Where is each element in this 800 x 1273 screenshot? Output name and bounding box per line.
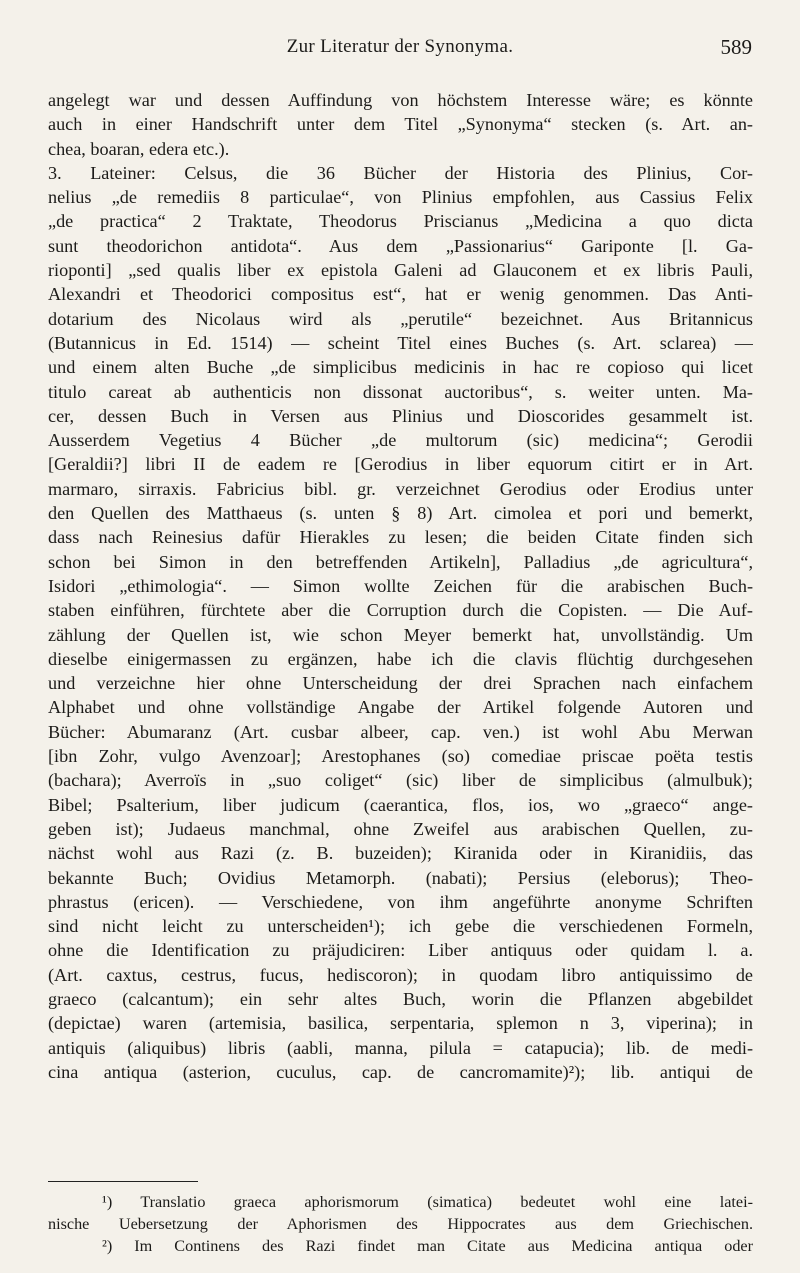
page-header <box>0 36 800 62</box>
text-line: Bücher: Abumaranz (Art. cusbar albeer, cap. ven.) ist wohl Abu Merwan <box>48 721 753 742</box>
text-line: phrastus (ericen). — Verschiedene, von ihm angeführte anonyme Schriften <box>48 891 753 912</box>
text-line: marmaro, sirraxis. Fabricius bibl. gr. verzeichnet Gerodius oder Erodius unter <box>48 478 753 499</box>
text-line: dass nach Reinesius dafür Hierakles zu lesen; die beiden Citate finden sich <box>48 527 753 548</box>
footnote-line: ¹) Translatio graeca aphorismorum (simatica) bedeutet wohl eine latei- <box>102 1193 753 1211</box>
footnote-rule <box>48 1181 198 1182</box>
text-line: [Geraldii?] libri II de eadem re [Gerodius in liber equorum citirt er in Art. <box>48 454 753 475</box>
text-line: graeco (calcantum); ein sehr altes Buch, worin die Pflanzen abgebildet <box>48 988 753 1009</box>
text-line: (Art. caxtus, cestrus, fucus, hediscoron); in quodam libro antiquissimo de <box>48 964 753 985</box>
text-line: Isidori „ethimologia“. — Simon wollte Zeichen für die arabischen Buch- <box>48 575 753 596</box>
text-line: rioponti] „sed qualis liber ex epistola Galeni ad Glauconem et ex libris Pauli, <box>48 260 753 281</box>
text-line: cina antiqua (asterion, cuculus, cap. de cancromamite)²); lib. antiqui de <box>48 1061 753 1082</box>
text-line: 3. Lateiner: Celsus, die 36 Bücher der Historia des Plinius, Cor- <box>48 162 753 183</box>
text-line: zählung der Quellen ist, wie schon Meyer bemerkt hat, unvollständig. Um <box>48 624 753 645</box>
text-line: geben ist); Judaeus manchmal, ohne Zweifel aus arabischen Quellen, zu- <box>48 818 753 839</box>
footnote-line: nische Uebersetzung der Aphorismen des Hippocrates aus dem Griechischen. <box>48 1215 753 1233</box>
text-line: [ibn Zohr, vulgo Avenzoar]; Arestophanes (so) comediae priscae poëta testis <box>48 746 753 767</box>
running-title: Zur Literatur der Synonyma. <box>286 36 514 57</box>
text-line: Bibel; Psalterium, liber judicum (caerantica, flos, ios, wo „graeco“ ange- <box>48 794 753 815</box>
text-line: auch in einer Handschrift unter dem Titel „Synonyma“ stecken (s. Art. an- <box>48 114 753 135</box>
text-line: nächst wohl aus Razi (z. B. buzeiden); Kiranida oder in Kiranidiis, das <box>48 843 753 864</box>
text-line: titulo careat ab authenticis non dissonat auctoribus“, s. weiter unten. Ma- <box>48 381 753 402</box>
text-line: ohne die Identification zu präjudiciren: Liber antiquus oder quidam l. a. <box>48 940 753 961</box>
text-line: sunt theodorichon antidota“. Aus dem „Passionarius“ Gariponte [l. Ga- <box>48 235 753 256</box>
text-line: dotarium des Nicolaus wird als „perutile“ bezeichnet. Aus Britannicus <box>48 308 753 329</box>
text-line: „de practica“ 2 Traktate, Theodorus Priscianus „Medicina a quo dicta <box>48 211 753 232</box>
text-line: den Quellen des Matthaeus (s. unten § 8) Art. cimolea et pori und bemerkt, <box>48 503 753 524</box>
text-line: (Butannicus in Ed. 1514) — scheint Titel eines Buches (s. Art. sclarea) — <box>48 332 753 353</box>
text-line: antiquis (aliquibus) libris (aabli, manna, pilula = catapucia); lib. de medi- <box>48 1037 753 1058</box>
text-line: nelius „de remediis 8 particulae“, von Plinius empfohlen, aus Cassius Felix <box>48 187 753 208</box>
text-line: (bachara); Averroïs in „suo coliget“ (sic) liber de simplicibus (almulbuk); <box>48 770 753 791</box>
text-line: schon bei Simon in den betreffenden Artikeln], Palladius „de agricultura“, <box>48 551 753 572</box>
text-line: Alphabet und ohne vollständige Angabe der Artikel folgende Autoren und <box>48 697 753 718</box>
text-line: staben einführen, fürchtete aber die Corruption durch die Copisten. — Die Auf- <box>48 600 753 621</box>
body-text <box>48 88 753 1084</box>
page-number: 589 <box>720 35 752 59</box>
text-line: (depictae) waren (artemisia, basilica, serpentaria, splemon n 3, viperina); in <box>48 1013 753 1034</box>
text-line: angelegt war und dessen Auffindung von höchstem Interesse wäre; es könnte <box>48 90 753 110</box>
text-line: und verzeichne hier ohne Unterscheidung der drei Sprachen nach einfachem <box>48 673 753 694</box>
text-line: chea, boaran, edera etc.). <box>48 138 230 159</box>
text-line: sind nicht leicht zu unterscheiden¹); ich gebe die verschiedenen Formeln, <box>48 916 753 937</box>
text-line: Alexandri et Theodorici compositus est“, hat er wenig genommen. Das Anti- <box>48 284 753 305</box>
footnote-line: ²) Im Continens des Razi findet man Citate aus Medicina antiqua oder <box>102 1237 753 1255</box>
text-line: cer, dessen Buch in Versen aus Plinius und Dioscorides gesammelt ist. <box>48 405 753 426</box>
text-line: Ausserdem Vegetius 4 Bücher „de multorum (sic) medicina“; Gerodii <box>48 430 753 451</box>
text-line: dieselbe einigermassen zu ergänzen, habe ich die clavis flüchtig durchgesehen <box>48 648 753 669</box>
text-line: bekannte Buch; Ovidius Metamorph. (nabati); Persius (eleborus); Theo- <box>48 867 753 888</box>
text-line: und einem alten Buche „de simplicibus medicinis in hac re copioso qui licet <box>48 357 753 378</box>
footnotes <box>48 1191 753 1257</box>
